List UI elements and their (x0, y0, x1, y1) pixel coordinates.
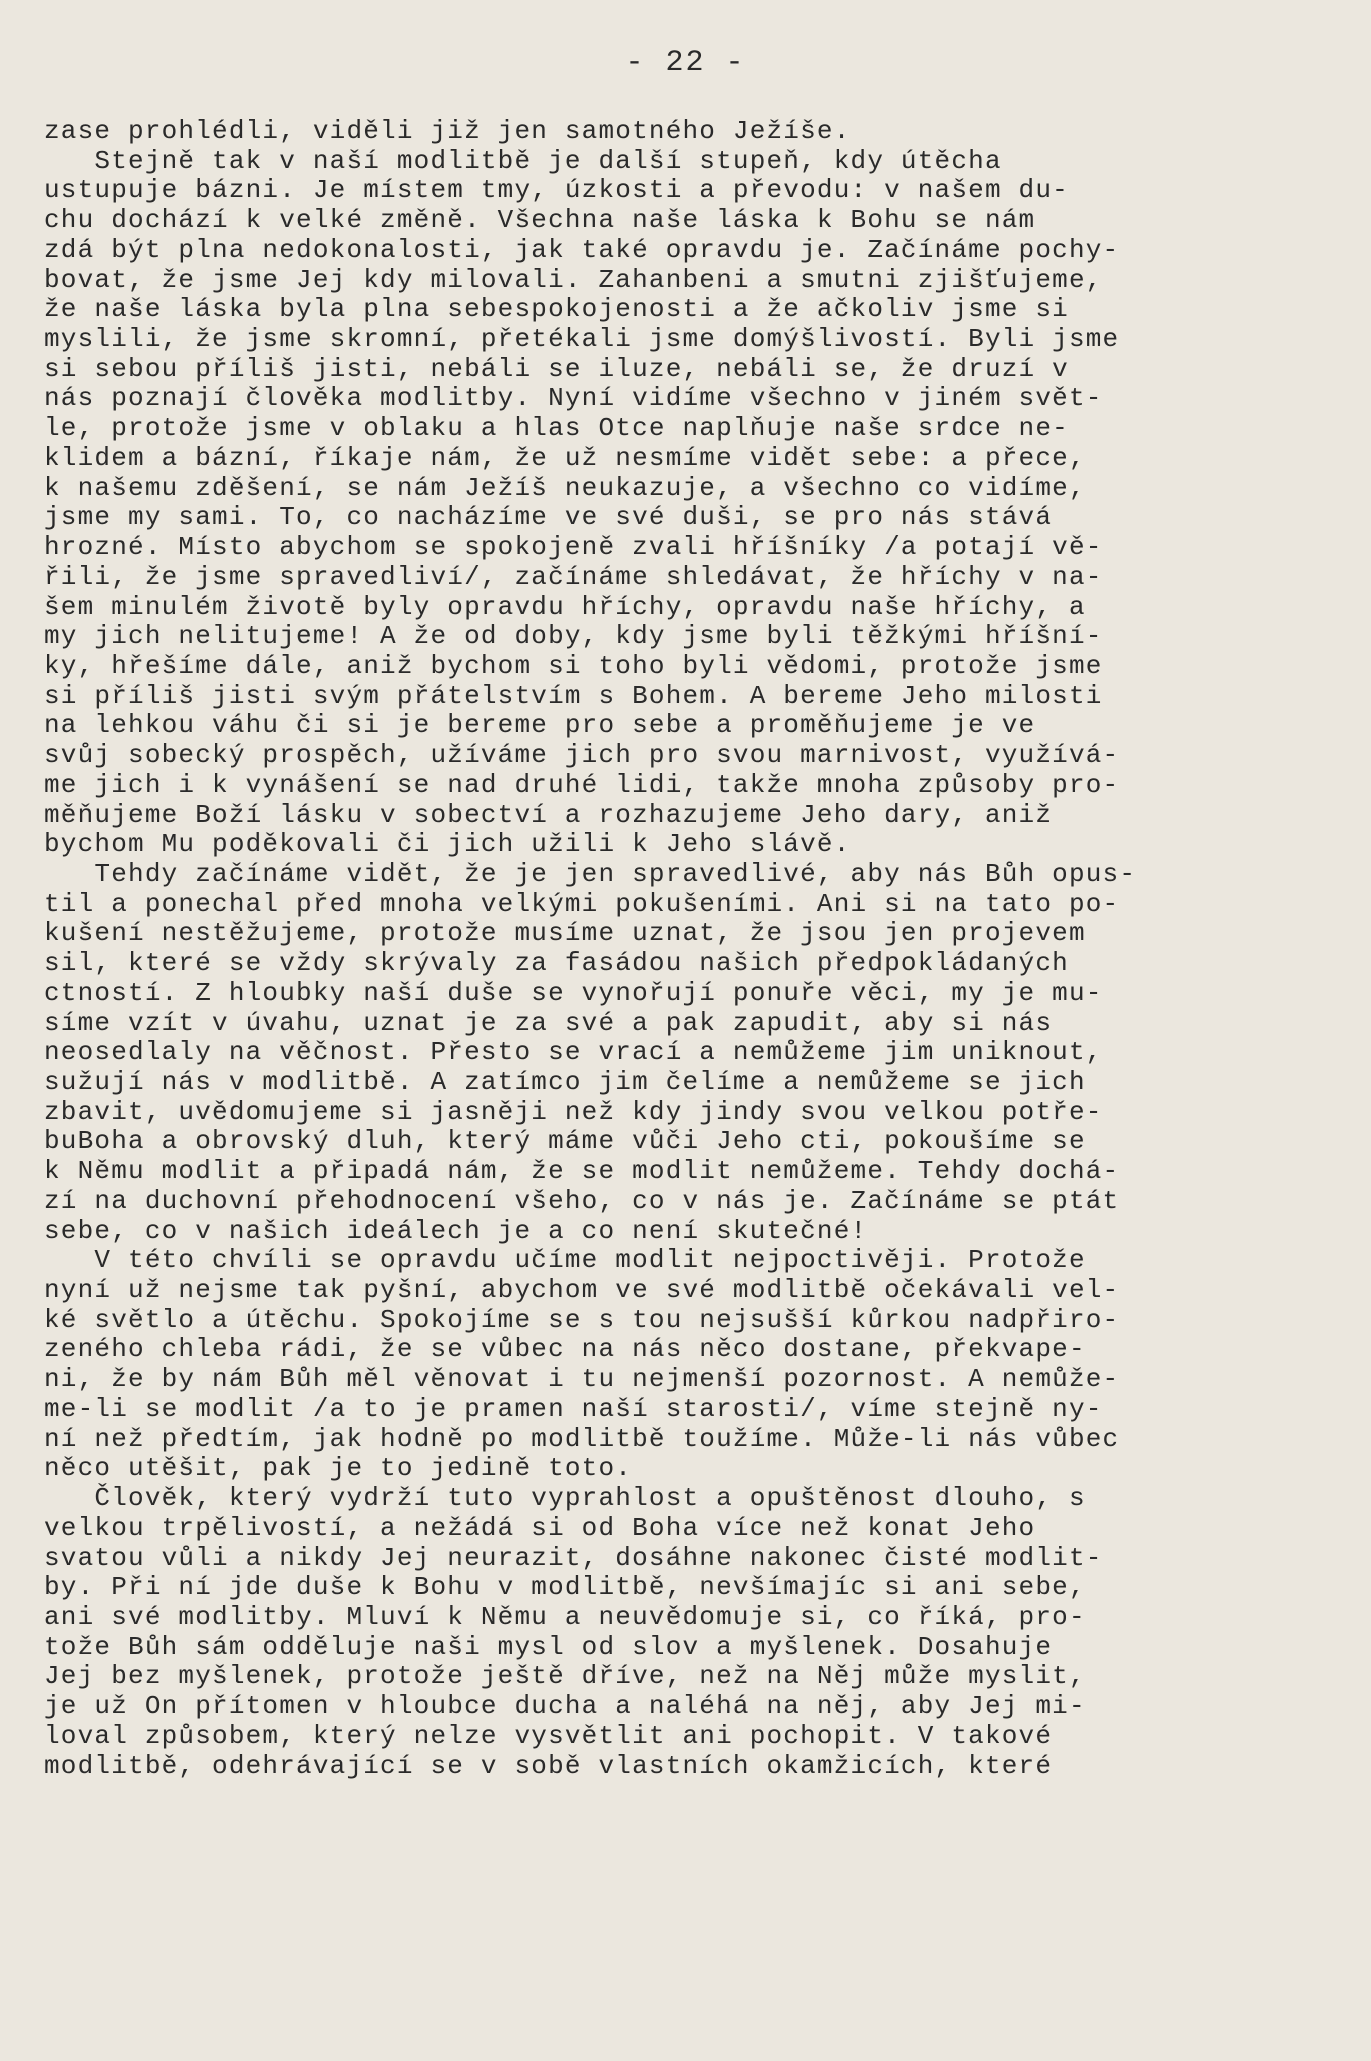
text-line: nyní už nejsme tak pyšní, abychom ve své modlitbě očekávali vel- (44, 1275, 1120, 1306)
text-line: me jich i k vynášení se nad druhé lidi, takže mnoha způsoby pro- (44, 769, 1120, 800)
text-line: me-li se modlit /a to je pramen naší starosti/, víme stejně ny- (44, 1393, 1103, 1424)
text-line: že naše láska byla plna sebespokojenosti a že ačkoliv jsme si (44, 294, 1069, 325)
text-line: le, protože jsme v oblaku a hlas Otce naplňuje naše srdce ne- (44, 413, 1069, 444)
text-line: zbavit, uvědomujeme si jasněji než kdy jindy svou velkou potře- (44, 1096, 1103, 1127)
text-line: ani své modlitby. Mluví k Němu a neuvědomuje si, co říká, pro- (44, 1601, 1086, 1632)
text-line: klidem a bázní, říkaje nám, že už nesmíme vidět sebe: a přece, (44, 442, 1086, 473)
text-line: si příliš jisti svým přátelstvím s Bohem. A bereme Jeho milosti (44, 680, 1103, 711)
text-line: ní než předtím, jak hodně po modlitbě toužíme. Může-li nás vůbec (44, 1423, 1120, 1454)
text-line: nás poznají člověka modlitby. Nyní vidíme všechno v jiném svět- (44, 383, 1103, 414)
text-line: zase prohlédli, viděli již jen samotného Ježíše. (44, 116, 851, 146)
text-line: ky, hřešíme dále, aniž bychom si toho byli vědomi, protože jsme (44, 650, 1103, 681)
text-line: něco utěšit, pak je to jedině toto. (44, 1453, 633, 1484)
text-line: svůj sobecký prospěch, užíváme jich pro svou marnivost, využívá- (44, 740, 1120, 771)
text-line: Tehdy začínáme vidět, že je jen spravedlivé, aby nás Bůh opus- (44, 858, 1137, 889)
text-line: si sebou příliš jisti, nebáli se iluze, nebáli se, že druzí v (44, 353, 1069, 384)
text-line: zí na duchovní přehodnocení všeho, co v nás je. Začínáme se ptát (44, 1185, 1120, 1216)
text-line: zeného chleba rádi, že se vůbec na nás něco dostane, překvape- (44, 1334, 1086, 1365)
text-line: řili, že jsme spravedliví/, začínáme shledávat, že hříchy v na- (44, 561, 1103, 592)
text-line: sužují nás v modlitbě. A zatímco jim čelíme a nemůžeme se jich (44, 1067, 1086, 1097)
text-line: ustupuje bázni. Je místem tmy, úzkosti a převodu: v našem du- (44, 175, 1069, 206)
page-number: - 22 - (625, 46, 746, 80)
text-line: sebe, co v našich ideálech je a co není skutečné! (44, 1215, 868, 1246)
text-line: V této chvíli se opravdu učíme modlit nejpoctivěji. Protože (44, 1245, 1086, 1276)
text-line: zdá být plna nedokonalosti, jak také opravdu je. Začínáme pochy- (44, 234, 1120, 265)
text-line: sil, které se vždy skrývaly za fasádou našich předpokládaných (44, 948, 1069, 979)
text-line: Stejně tak v naší modlitbě je další stupeň, kdy útěcha (44, 145, 1002, 176)
text-line: buBoha a obrovský dluh, který máme vůči Jeho cti, pokoušíme se (44, 1126, 1086, 1157)
text-line: je už On přítomen v hloubce ducha a naléhá na něj, aby Jej mi- (44, 1691, 1086, 1722)
text-line: na lehkou váhu či si je bereme pro sebe a proměňujeme je ve (44, 710, 1036, 741)
text-line: my jich nelitujeme! A že od doby, kdy jsme byli těžkými hříšní- (44, 621, 1103, 652)
text-line: ké světlo a útěchu. Spokojíme se s tou nejsušší kůrkou nadpřiro- (44, 1304, 1120, 1335)
text-line: hrozné. Místo abychom se spokojeně zvali hříšníky /a potají vě- (44, 532, 1103, 563)
text-line: velkou trpělivostí, a nežádá si od Boha více než konat Jeho (44, 1512, 1036, 1543)
text-line: šem minulém životě byly opravdu hříchy, opravdu naše hříchy, a (44, 591, 1086, 622)
text-line: ni, že by nám Bůh měl věnovat i tu nejmenší pozornost. A nemůže- (44, 1364, 1120, 1395)
text-line: tože Bůh sám odděluje naši mysl od slov a myšlenek. Dosahuje (44, 1631, 1053, 1662)
text-line: loval způsobem, který nelze vysvětlit ani pochopit. V takové (44, 1720, 1053, 1751)
text-line: bychom Mu poděkovali či jich užili k Jeho slávě. (44, 829, 851, 860)
text-line: chu dochází k velké změně. Všechna naše láska k Bohu se nám (44, 205, 1036, 236)
text-line: bovat, že jsme Jej kdy milovali. Zahanbeni a smutni zjišťujeme, (44, 264, 1103, 295)
text-line: ctností. Z hloubky naší duše se vynořují ponuře věci, my je mu- (44, 977, 1103, 1008)
text-line: Člověk, který vydrží tuto vyprahlost a opuštěnost dlouho, s (44, 1483, 1086, 1514)
body-text (44, 117, 1344, 1781)
text-line: Jej bez myšlenek, protože ještě dříve, než na Něj může myslit, (44, 1661, 1086, 1692)
text-line: jsme my sami. To, co nacházíme ve své duši, se pro nás stává (44, 502, 1053, 533)
text-line: myslili, že jsme skromní, přetékali jsme domýšlivostí. Byli jsme (44, 324, 1120, 355)
text-line: síme vzít v úvahu, uznat je za své a pak zapudit, aby si nás (44, 1007, 1053, 1038)
text-line: neosedlaly na věčnost. Přesto se vrací a nemůžeme jim uniknout, (44, 1037, 1103, 1068)
text-line: k našemu zděšení, se nám Ježíš neukazuje, a všechno co vidíme, (44, 472, 1086, 503)
text-line: k Němu modlit a připadá nám, že se modlit nemůžeme. Tehdy dochá- (44, 1156, 1120, 1187)
text-line: svatou vůli a nikdy Jej neurazit, dosáhne nakonec čisté modlit- (44, 1542, 1103, 1573)
text-line: kušení nestěžujeme, protože musíme uznat, že jsou jen projevem (44, 918, 1086, 949)
text-line: modlitbě, odehrávající se v sobě vlastních okamžicích, které (44, 1750, 1053, 1781)
text-line: měňujeme Boží lásku v sobectví a rozhazujeme Jeho dary, aniž (44, 799, 1053, 830)
text-line: by. Při ní jde duše k Bohu v modlitbě, nevšímajíc si ani sebe, (44, 1572, 1086, 1603)
text-line: til a ponechal před mnoha velkými pokušeními. Ani si na tato po- (44, 888, 1120, 919)
